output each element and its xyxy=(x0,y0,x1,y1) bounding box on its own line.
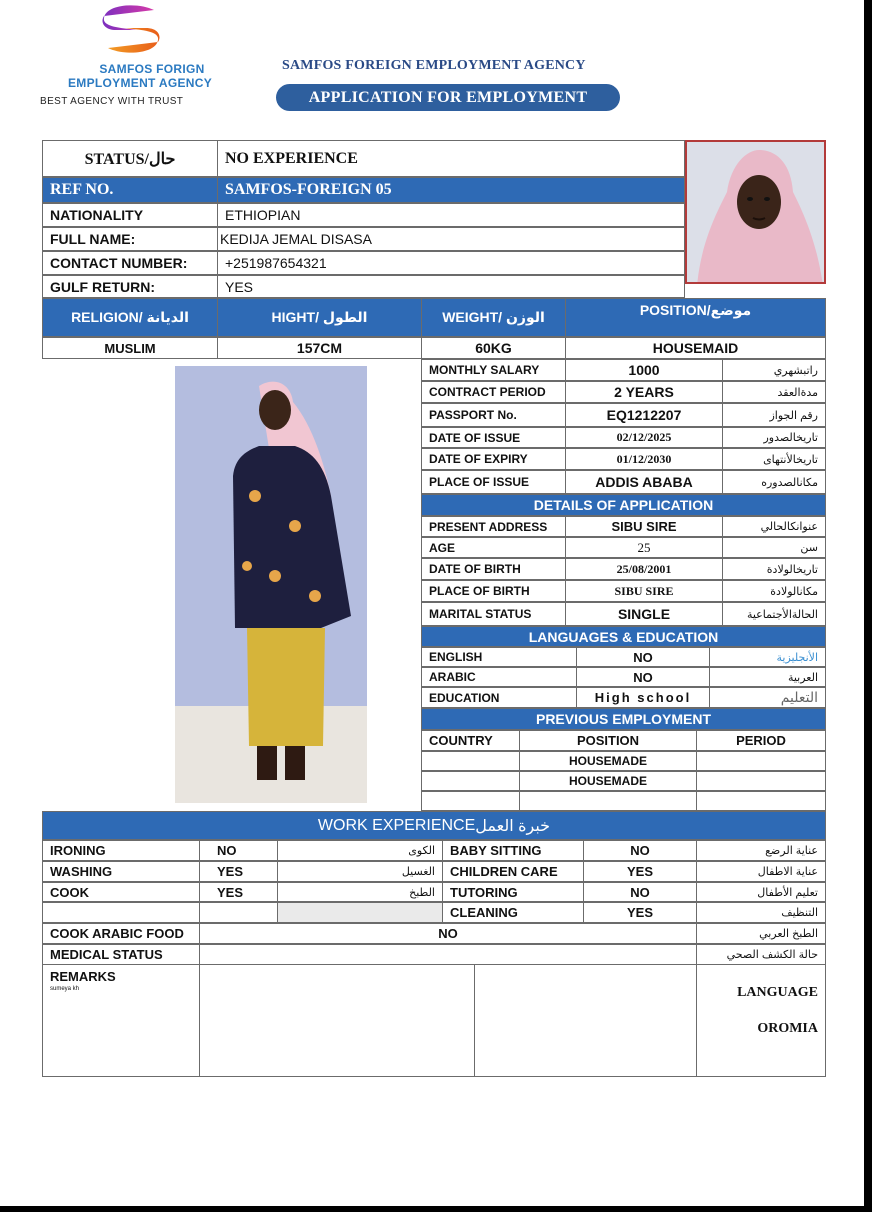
salary-value: 1000 xyxy=(565,359,723,381)
medical-value xyxy=(199,944,697,965)
prev-country-cell xyxy=(421,791,520,811)
position-value: HOUSEMAID xyxy=(565,337,826,359)
empty-skill-ar xyxy=(277,902,443,923)
prev-position-cell xyxy=(519,791,697,811)
logo-name-line1: SAMFOS FORIGN xyxy=(99,62,205,76)
issue-date-ar: تاريخالصدور xyxy=(722,427,826,448)
work-title-en: WORK EXPERIENCE xyxy=(317,816,476,834)
form-title: APPLICATION FOR EMPLOYMENT xyxy=(276,84,620,111)
nationality-label: NATIONALITY xyxy=(42,203,218,227)
agency-title: SAMFOS FOREIGN EMPLOYMENT AGENCY xyxy=(282,58,586,73)
baby-sitting-value: NO xyxy=(583,840,697,861)
expiry-date-ar: تاريخالأنتهاى xyxy=(722,448,826,470)
logo-tagline: BEST AGENCY WITH TRUST xyxy=(40,96,184,107)
ironing-value: NO xyxy=(199,840,278,861)
work-experience-title xyxy=(42,811,826,840)
tutoring-ar: تعليم الأطفال xyxy=(696,882,826,902)
prev-country-cell xyxy=(421,751,520,771)
prev-period-cell xyxy=(696,771,826,791)
children-care-ar: عناية الاطفال xyxy=(696,861,826,882)
marital-ar: الحالةالأجتماعية xyxy=(722,602,826,626)
ironing-label: IRONING xyxy=(42,840,200,861)
full-body-photo xyxy=(175,366,367,803)
tutoring-value: NO xyxy=(583,882,697,902)
place-of-issue-label: PLACE OF ISSUE xyxy=(421,470,566,494)
prev-period-cell xyxy=(696,791,826,811)
issue-date-label: DATE OF ISSUE xyxy=(421,427,566,448)
ref-value: SAMFOS-FOREIGN 05 xyxy=(217,177,685,203)
status-label: STATUS/حال xyxy=(42,140,218,177)
gulf-return-label: GULF RETURN: xyxy=(42,275,218,298)
pob-ar: مكانالولادة xyxy=(722,580,826,602)
empty-skill-value xyxy=(199,902,278,923)
remarks-note: sumeya kh xyxy=(50,986,80,992)
height-value: 157CM xyxy=(217,337,422,359)
height-header: HIGHT/ الطول xyxy=(217,298,422,337)
passport-label: PASSPORT No. xyxy=(421,403,566,427)
education-label: EDUCATION xyxy=(421,687,577,708)
washing-ar: الغسيل xyxy=(277,861,443,882)
arabic-food-label: COOK ARABIC FOOD xyxy=(42,923,200,944)
remarks-blank-2 xyxy=(474,964,697,1077)
dob-ar: تاريخالولادة xyxy=(722,558,826,580)
address-value: SIBU SIRE xyxy=(565,516,723,537)
fullname-value: KEDIJA JEMAL DISASA xyxy=(217,227,685,251)
previous-title: PREVIOUS EMPLOYMENT xyxy=(421,708,826,730)
address-label: PRESENT ADDRESS xyxy=(421,516,566,537)
prev-period-header: PERIOD xyxy=(696,730,826,751)
marital-value: SINGLE xyxy=(565,602,723,626)
medical-ar: حالة الكشف الصحي xyxy=(696,944,826,965)
religion-header: RELIGION/ الديانة xyxy=(42,298,218,337)
remarks-label: REMARKS xyxy=(50,969,116,984)
passport-value: EQ1212207 xyxy=(565,403,723,427)
remarks-blank-1 xyxy=(199,964,475,1077)
nationality-value: ETHIOPIAN xyxy=(217,203,685,227)
cook-ar: الطبخ xyxy=(277,882,443,902)
work-title-ar: خبرة العمل xyxy=(475,817,551,835)
arabic-value: NO xyxy=(576,667,710,687)
education-value: High school xyxy=(576,687,710,708)
religion-value: MUSLIM xyxy=(42,337,218,359)
age-label: AGE xyxy=(421,537,566,558)
prev-period-cell xyxy=(696,751,826,771)
arabic-ar: العربية xyxy=(709,667,826,687)
contact-value: +251987654321 xyxy=(217,251,685,275)
s-logo-icon xyxy=(96,4,166,54)
portrait-photo xyxy=(685,140,826,284)
contract-period-label: CONTRACT PERIOD xyxy=(421,381,566,403)
dob-value: 25/08/2001 xyxy=(565,558,723,580)
fullname-label: FULL NAME: xyxy=(42,227,218,251)
language-cell xyxy=(696,964,826,1077)
frame-edge-right xyxy=(864,0,872,1212)
arabic-label: ARABIC xyxy=(421,667,577,687)
position-header: POSITION/موضع xyxy=(565,298,826,337)
cook-label: COOK xyxy=(42,882,200,902)
age-value: 25 xyxy=(565,537,723,558)
place-of-issue-value: ADDIS ABABA xyxy=(565,470,723,494)
issue-date-value: 02/12/2025 xyxy=(565,427,723,448)
pob-label: PLACE OF BIRTH xyxy=(421,580,566,602)
children-care-label: CHILDREN CARE xyxy=(442,861,584,882)
pob-value: SIBU SIRE xyxy=(565,580,723,602)
tutoring-label: TUTORING xyxy=(442,882,584,902)
languages-title: LANGUAGES & EDUCATION xyxy=(421,626,826,647)
details-title: DETAILS OF APPLICATION xyxy=(421,494,826,516)
contract-period-value: 2 YEARS xyxy=(565,381,723,403)
address-ar: عنوانكالحالي xyxy=(722,516,826,537)
agency-logo xyxy=(38,0,242,114)
arabic-food-value: NO xyxy=(199,923,697,944)
ref-label: REF NO. xyxy=(42,177,218,203)
cook-value: YES xyxy=(199,882,278,902)
language-value: OROMIA xyxy=(757,1021,818,1036)
english-value: NO xyxy=(576,647,710,667)
english-label: ENGLISH xyxy=(421,647,577,667)
english-ar: الأنجليزية xyxy=(709,647,826,667)
language-label: LANGUAGE xyxy=(737,985,818,1000)
baby-sitting-ar: عناية الرضع xyxy=(696,840,826,861)
expiry-date-label: DATE OF EXPIRY xyxy=(421,448,566,470)
arabic-food-ar: الطبخ العربي xyxy=(696,923,826,944)
dob-label: DATE OF BIRTH xyxy=(421,558,566,580)
remarks-cell xyxy=(42,964,200,1077)
prev-position-cell: HOUSEMADE xyxy=(519,751,697,771)
baby-sitting-label: BABY SITTING xyxy=(442,840,584,861)
weight-value: 60KG xyxy=(421,337,566,359)
passport-ar: رقم الجواز xyxy=(722,403,826,427)
age-ar: سن xyxy=(722,537,826,558)
medical-label: MEDICAL STATUS xyxy=(42,944,200,965)
cleaning-label: CLEANING xyxy=(442,902,584,923)
ironing-ar: الكوى xyxy=(277,840,443,861)
prev-position-header: POSITION xyxy=(519,730,697,751)
gulf-return-value: YES xyxy=(217,275,685,298)
empty-skill-label xyxy=(42,902,200,923)
cleaning-value: YES xyxy=(583,902,697,923)
cleaning-ar: التنظيف xyxy=(696,902,826,923)
contract-period-ar: مدةالعقد xyxy=(722,381,826,403)
status-value: NO EXPERIENCE xyxy=(217,140,685,177)
washing-label: WASHING xyxy=(42,861,200,882)
marital-label: MARITAL STATUS xyxy=(421,602,566,626)
salary-label: MONTHLY SALARY xyxy=(421,359,566,381)
washing-value: YES xyxy=(199,861,278,882)
contact-label: CONTACT NUMBER: xyxy=(42,251,218,275)
prev-country-header: COUNTRY xyxy=(421,730,520,751)
frame-edge-bottom xyxy=(0,1206,872,1212)
education-ar: التعليم xyxy=(709,687,826,708)
weight-header: WEIGHT/ الوزن xyxy=(421,298,566,337)
prev-country-cell xyxy=(421,771,520,791)
children-care-value: YES xyxy=(583,861,697,882)
logo-name-line2: EMPLOYMENT AGENCY xyxy=(68,76,212,90)
place-of-issue-ar: مكانالصدوره xyxy=(722,470,826,494)
salary-ar: راتبشهري xyxy=(722,359,826,381)
expiry-date-value: 01/12/2030 xyxy=(565,448,723,470)
prev-position-cell: HOUSEMADE xyxy=(519,771,697,791)
